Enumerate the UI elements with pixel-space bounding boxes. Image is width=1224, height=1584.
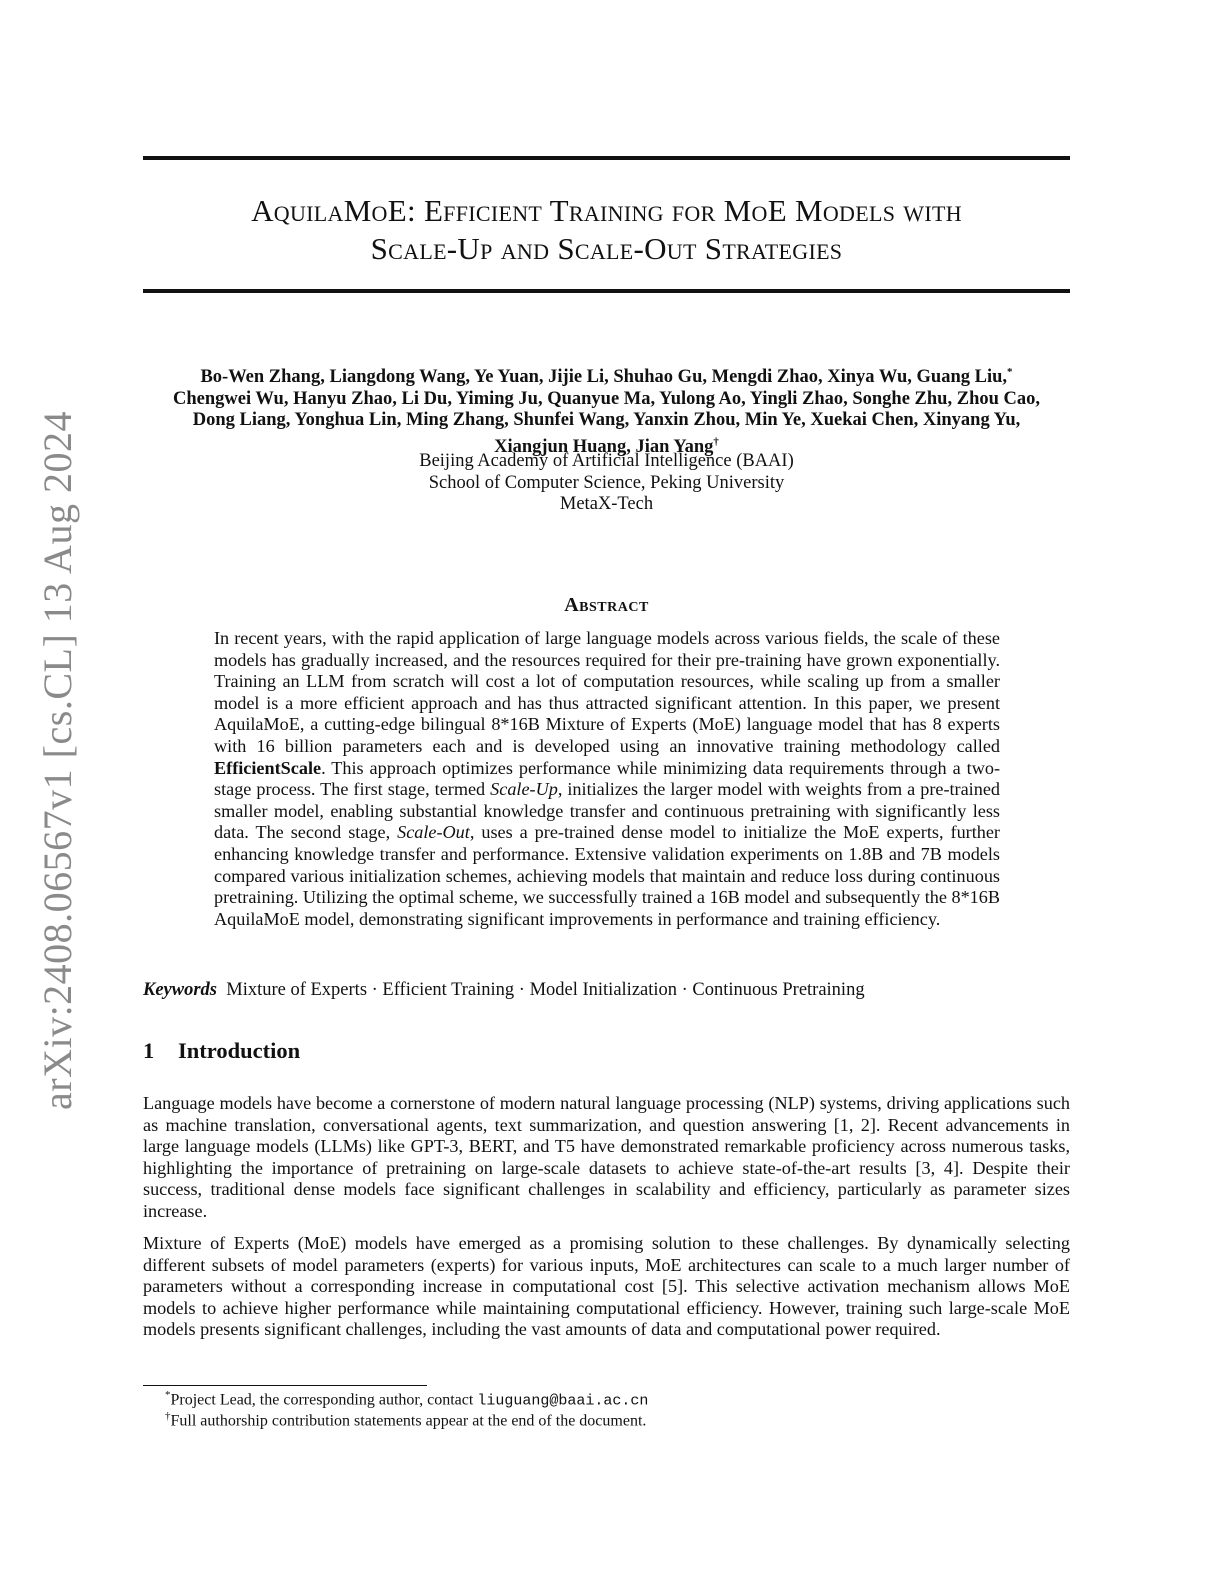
section-title: Introduction [178, 1038, 301, 1063]
authors-line-1: Bo-Wen Zhang, Liangdong Wang, Ye Yuan, Jijie Li, Shuhao Gu, Mengdi Zhao, Xinya Wu, Guang Liu, [200, 367, 1008, 388]
affiliation-baai: Beijing Academy of Artificial Intelligence (BAAI) [419, 451, 794, 471]
affiliation-pku: School of Computer Science, Peking University [428, 472, 785, 493]
affiliations [143, 451, 1070, 516]
author-list [143, 362, 1070, 458]
efficientscale-term: EfficientScale [214, 757, 322, 778]
footnote-text: Full authorship contribution statements appear at the end of the document. [170, 1412, 647, 1430]
affiliation-metax: MetaX-Tech [559, 494, 654, 514]
footnote-text: Project Lead, the corresponding author, contact [170, 1391, 478, 1409]
intro-paragraph-2: Mixture of Experts (MoE) models have emerged as a promising solution to these challenges. By dynamically selecting different subsets of model parameters (experts) for various inputs, MoE architectures can scale to a much larger number of parameters without a corresponding increase in computational cost [5]. This selective activation mechanism allows MoE models to achieve higher performance while maintaining computational efficiency. However, training such large-scale MoE models presents significant challenges, including the vast amounts of data and computational power required. [143, 1233, 1070, 1340]
scale-up-term: Scale-Up [490, 779, 558, 800]
contact-email-link[interactable]: liuguang@baai.ac.cn [477, 1392, 649, 1410]
footnote-mark: † [165, 1410, 171, 1422]
title-bottom-rule [143, 289, 1070, 293]
section-heading-introduction [143, 1038, 300, 1064]
abstract-text: , initializes the larger model with weights from a pre-trained smaller model, enabling substantial knowledge transfer and continuous pretraining with significantly less data. The second stage, [214, 779, 1000, 843]
abstract-heading: Abstract [564, 594, 649, 616]
keywords-list: Mixture of Experts · Efficient Training · Model Initialization · Continuous Pretraining [226, 980, 865, 1000]
authors-line-2: Chengwei Wu, Hanyu Zhao, Li Du, Yiming Ju, Quanyue Ma, Yulong Ao, Yingli Zhao, Songhe Zhu, Zhou Cao, [172, 388, 1041, 409]
paper-title [143, 192, 1070, 268]
arxiv-sidebar-stamp: arXiv:2408.06567v1 [cs.CL] 13 Aug 2024 [35, 411, 80, 1110]
authors-line-3: Dong Liang, Yonghua Lin, Ming Zhang, Shunfei Wang, Yanxin Zhou, Min Ye, Xuekai Chen, Xinyang Yu, [192, 410, 1021, 431]
intro-paragraph-1: Language models have become a cornerstone of modern natural language processing (NLP) systems, driving applications such as machine translation, conversational agents, text summarization, and question answering [1, 2]. Recent advancements in large language models (LLMs) like GPT-3, BERT, and T5 have demonstrated remarkable proficiency across numerous tasks, highlighting the importance of pretraining on large-scale datasets to achieve state-of-the-art results [3, 4]. Despite their success, traditional dense models face significant challenges in scalability and efficiency, particularly as parameter sizes increase. [143, 1093, 1070, 1221]
footnote-mark: * [165, 1389, 171, 1401]
title-line-1: AquilaMoE: Efficient Training for MoE Models with [251, 193, 962, 228]
title-line-2: Scale-Up and Scale-Out Strategies [370, 231, 843, 266]
keywords [143, 980, 865, 1001]
title-top-rule [143, 156, 1070, 160]
abstract-text: , uses a pre-trained dense model to initialize the MoE experts, further enhancing knowledge transfer and performance. Extensive validation experiments on 1.8B and 7B models compared various initialization schemes, achieving models that maintain and reduce loss during continuous pretraining. Utilizing the optimal scheme, we successfully trained a 16B model and subsequently the 8*16B AquilaMoE model, demonstrating significant improvements in performance and training efficiency. [214, 822, 1000, 929]
footnote-rule [143, 1385, 427, 1386]
keywords-label: Keywords [143, 980, 217, 1000]
section-number: 1 [143, 1038, 155, 1063]
abstract-text: . This approach optimizes performance while minimizing data requirements through a two-stage process. The first stage, termed [214, 757, 1000, 800]
footnote-1 [165, 1389, 648, 1409]
abstract-text: In recent years, with the rapid application of large language models across various fields, the scale of these models has gradually increased, and the resources required for their pre-training have grown exponentially. Training an LLM from scratch will cost a lot of computation resources, while scaling up from a smaller model is a more efficient approach and has thus attracted significant attention. In this paper, we present AquilaMoE, a cutting-edge bilingual 8*16B Mixture of Experts (MoE) language model that has 8 experts with 16 billion parameters each and is developed using an innovative training methodology called [214, 628, 1000, 756]
corresponding-author-mark: * [1007, 366, 1013, 378]
authors-line-4: Xiangjun Huang, Jian Yang [494, 436, 714, 457]
scale-out-term: Scale-Out [397, 822, 470, 843]
contribution-mark: † [713, 435, 719, 448]
abstract-body [214, 628, 1000, 930]
footnote-2 [165, 1410, 646, 1430]
